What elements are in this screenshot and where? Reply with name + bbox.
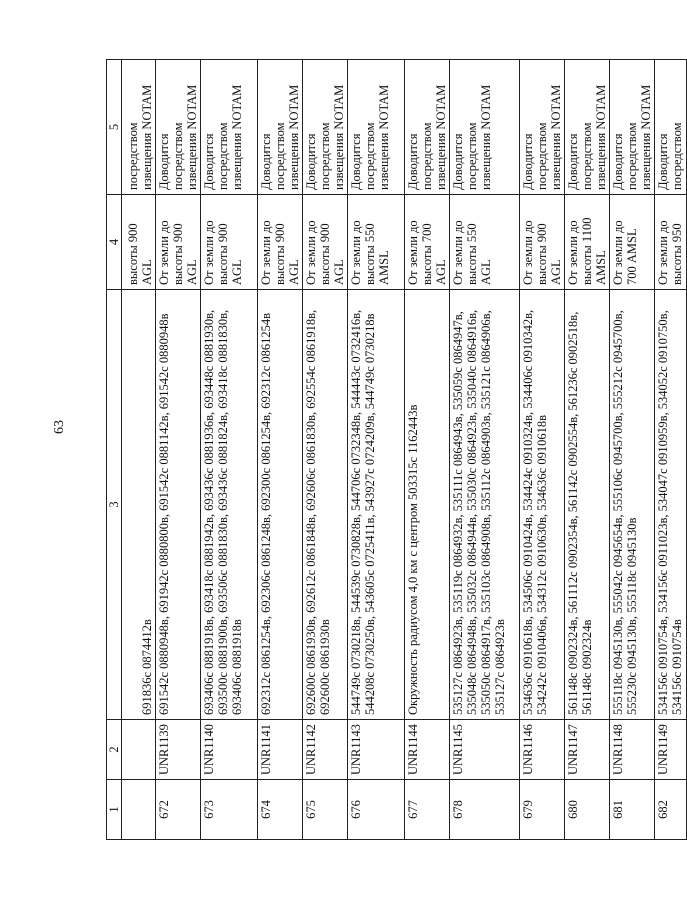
cell-num: 679 <box>520 780 565 840</box>
cell-notice: Доводится посредством извещения NOTAM <box>156 60 201 195</box>
cell-altitude: От земли до высоты 900 AGL <box>156 195 201 290</box>
airspace-table <box>106 59 687 840</box>
cell-altitude: От земли до высоты 900 AGL <box>201 195 258 290</box>
header-col-3: 3 <box>107 290 122 720</box>
cell-coordinates: 692600с 0861930в, 692612с 0861848в, 692606с 0861830в, 692554с 0861918в, 692600с 0861930в <box>303 290 348 720</box>
cell-notice: Доводится посредством извещения NOTAM <box>610 60 655 195</box>
cell-altitude: От земли до высоты 550 AMSL <box>348 195 405 290</box>
cell-num: 677 <box>405 780 450 840</box>
cell-coordinates: 555118с 0945130в, 555042с 0945654в, 555106с 0945700в, 555212с 0945700в, 555230с 0945130в, 555118с 0945130в <box>610 290 655 720</box>
cell-code: UNR1146 <box>520 720 565 780</box>
cell-notice: посредством извещения NOTAM <box>122 60 156 195</box>
cell-notice: Доводится посредством извещения NOTAM <box>565 60 610 195</box>
table-row <box>565 60 610 840</box>
cell-coordinates: 691542с 0880948в, 691942с 0880800в, 691542с 0881142в, 691542с 0880948в <box>156 290 201 720</box>
cell-coordinates: 544749с 0730218в, 544539с 0730828в, 544706с 0732348в, 544443с 0732416в, 544208с 0730250в, 543605с 0725411в, 543927с 0724209в, 544749с 0730218в <box>348 290 405 720</box>
cell-num: 674 <box>258 780 303 840</box>
table-row <box>201 60 258 840</box>
header-col-4: 4 <box>107 195 122 290</box>
cell-num: 680 <box>565 780 610 840</box>
cell-coordinates: 561148с 0902324в, 561112с 0902354в, 561142с 0902554в, 561236с 0902518в, 561148с 0902324в <box>565 290 610 720</box>
cell-notice: Доводится посредством извещения NOTAM <box>201 60 258 195</box>
cell-num <box>122 780 156 840</box>
cell-coordinates: Окружность радиусом 4,0 км с центром 503315с 1162443в <box>405 290 450 720</box>
header-col-2: 2 <box>107 720 122 780</box>
cell-num: 681 <box>610 780 655 840</box>
continuation-row <box>122 60 156 840</box>
table-row <box>405 60 450 840</box>
cell-code: UNR1142 <box>303 720 348 780</box>
header-col-5: 5 <box>107 60 122 195</box>
cell-num: 682 <box>655 780 687 840</box>
cell-altitude: От земли до высоты 550 AGL <box>450 195 520 290</box>
cell-notice: Доводится посредством извещения NOTAM <box>450 60 520 195</box>
cell-altitude: От земли до высоты 900 AGL <box>520 195 565 290</box>
cell-notice: Доводится посредством извещения NOTAM <box>303 60 348 195</box>
cell-altitude: От земли до высоты 900 AGL <box>303 195 348 290</box>
cell-altitude: От земли до высоты 1100 AMSL <box>565 195 610 290</box>
cell-notice: Доводится посредством <box>655 60 687 195</box>
cell-coordinates: 693406с 0881918в, 693418с 0881942в, 693436с 0881936в, 693448с 0881930в, 693500с 0881900в, 693506с 0881830в, 693436с 0881824в, 693418с 0881830в, 693406с 0881918в <box>201 290 258 720</box>
cell-altitude: высоты 900 AGL <box>122 195 156 290</box>
cell-coordinates: 535127с 0864923в, 535119с 0864932в, 535111с 0864943в, 535059с 0864947в, 535048с 0864948в, 535032с 0864944в, 535030с 0864923в, 535040с 0864916в, 535050с 0864917в, 535103с 0864908в, 535112с 0864903в, 535121с 0864906в, 535127с 0864923в <box>450 290 520 720</box>
cell-altitude: От земли до 700 AMSL <box>610 195 655 290</box>
cell-num: 675 <box>303 780 348 840</box>
page-number: 63 <box>52 420 67 434</box>
table-row <box>655 60 687 840</box>
table-row <box>348 60 405 840</box>
header-col-1: 1 <box>107 780 122 840</box>
cell-code: UNR1148 <box>610 720 655 780</box>
cell-code: UNR1145 <box>450 720 520 780</box>
document-page <box>106 60 684 840</box>
cell-notice: Доводится посредством извещения NOTAM <box>348 60 405 195</box>
cell-coordinates: 691836с 0874412в <box>122 290 156 720</box>
cell-num: 673 <box>201 780 258 840</box>
cell-code <box>122 720 156 780</box>
cell-code: UNR1139 <box>156 720 201 780</box>
table-row <box>303 60 348 840</box>
cell-notice: Доводится посредством извещения NOTAM <box>520 60 565 195</box>
cell-num: 678 <box>450 780 520 840</box>
cell-code: UNR1144 <box>405 720 450 780</box>
cell-num: 676 <box>348 780 405 840</box>
table-row <box>610 60 655 840</box>
cell-code: UNR1147 <box>565 720 610 780</box>
cell-notice: Доводится посредством извещения NOTAM <box>405 60 450 195</box>
cell-code: UNR1149 <box>655 720 687 780</box>
cell-code: UNR1141 <box>258 720 303 780</box>
cell-coordinates: 692312с 0861254в, 692306с 0861248в, 692300с 0861254в, 692312с 0861254в <box>258 290 303 720</box>
cell-coordinates: 534156с 0910754в, 534156с 0911023в, 534047с 0910959в, 534052с 0910750в, 534156с 0910754в <box>655 290 687 720</box>
table-row <box>156 60 201 840</box>
cell-altitude: От земли до высоты 900 AGL <box>258 195 303 290</box>
cell-num: 672 <box>156 780 201 840</box>
table-row <box>520 60 565 840</box>
cell-altitude: От земли до высоты 950 <box>655 195 687 290</box>
cell-notice: Доводится посредством извещения NOTAM <box>258 60 303 195</box>
cell-altitude: От земли до высоты 700 AGL <box>405 195 450 290</box>
table-row <box>258 60 303 840</box>
cell-code: UNR1143 <box>348 720 405 780</box>
cell-code: UNR1140 <box>201 720 258 780</box>
cell-coordinates: 534636с 0910618в, 534506с 0910424в, 534424с 0910324в, 534406с 0910342в, 534242с 0910406в, 534312с 0910630в, 534636с 0910618в <box>520 290 565 720</box>
table-row <box>450 60 520 840</box>
header-row <box>107 60 122 840</box>
